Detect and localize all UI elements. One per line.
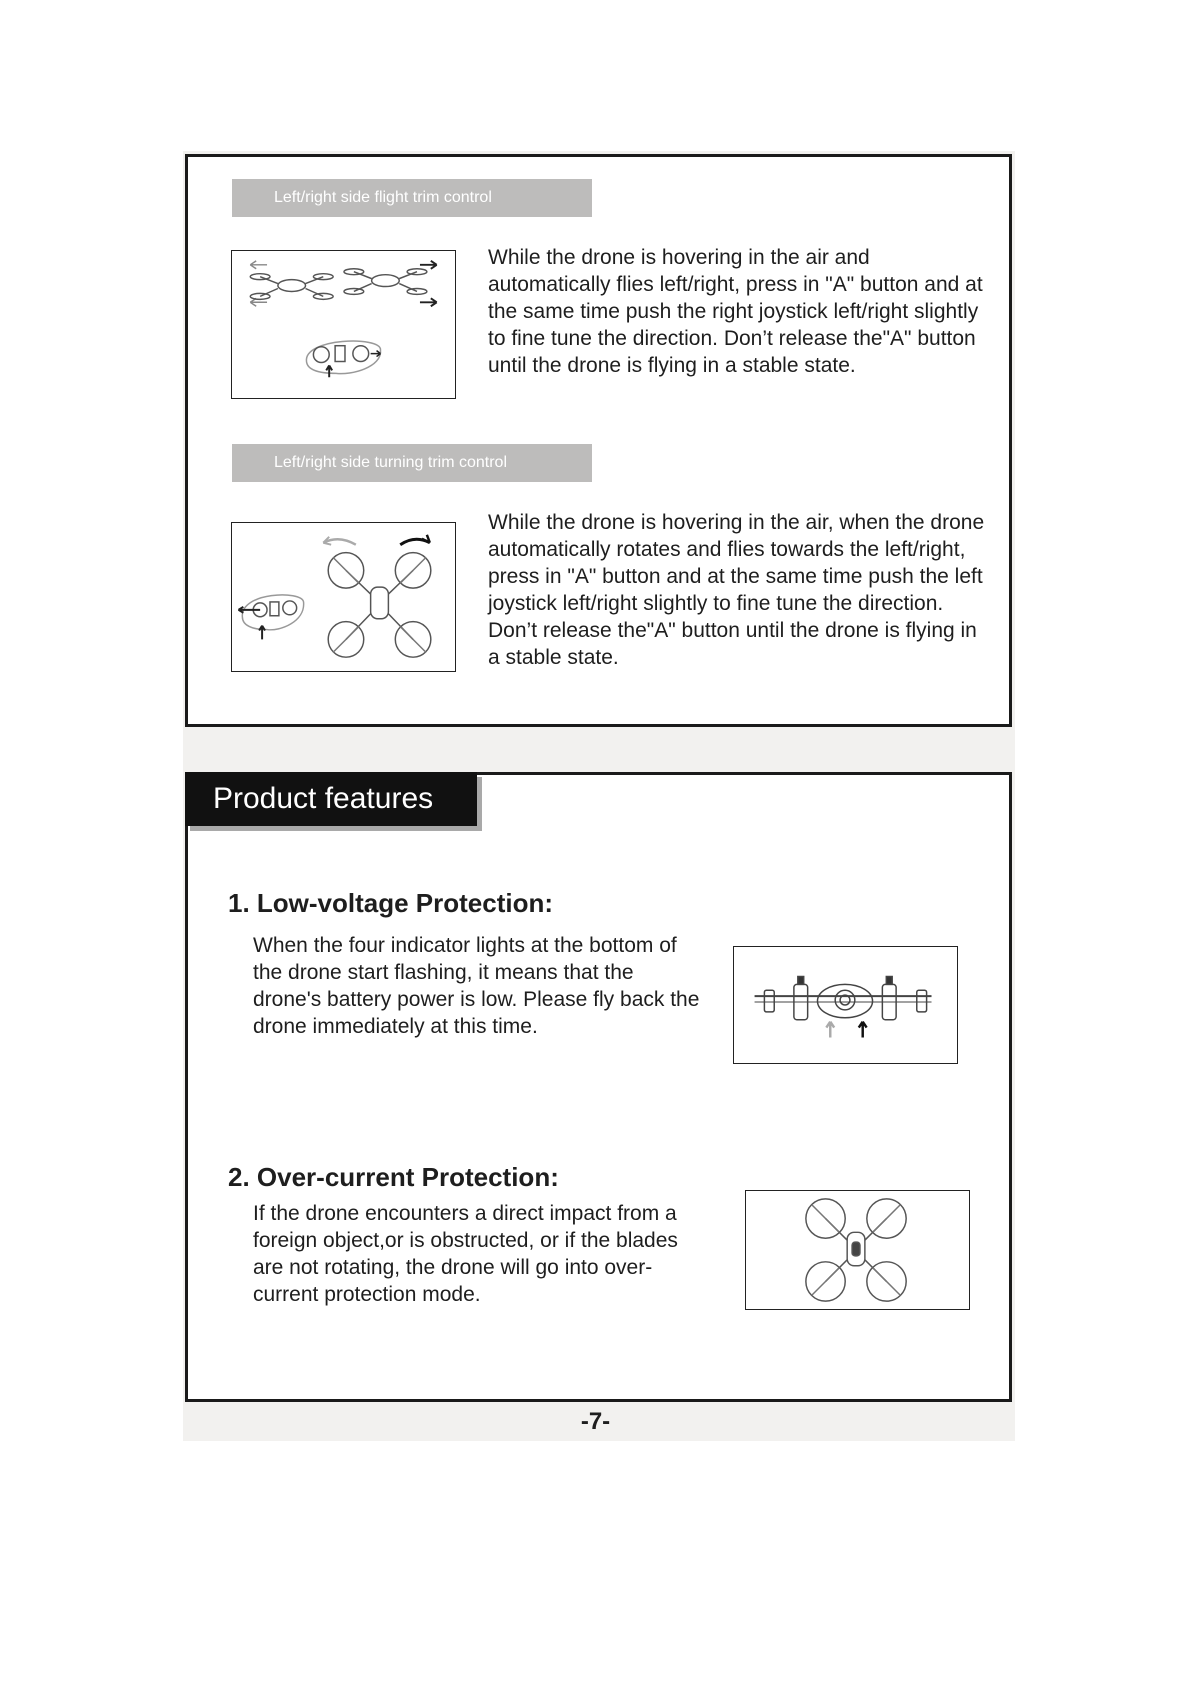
flight-trim-text: While the drone is hovering in the air and automatically flies left/right, press in "A" button and at the same time push the right joystick left/right slightly to fine tune the direction. Don’t release the"A" button until the drone is flying in a stable state. xyxy=(488,246,983,377)
flight-trim-figure xyxy=(231,250,456,399)
low-voltage-text: When the four indicator lights at the bottom of the drone start flashing, it means that the drone's battery power is low. Please fly back the drone immediately at this time. xyxy=(253,934,700,1038)
turning-trim-label: Left/right side turning trim control xyxy=(232,444,592,482)
drone-top-view-icon xyxy=(746,1191,969,1309)
drone-sideways-drift-icon xyxy=(232,251,455,398)
product-features-title: Product features xyxy=(185,772,477,826)
drone-rotation-icon xyxy=(232,523,455,671)
over-current-heading: 2. Over-current Protection: xyxy=(228,1162,559,1192)
low-voltage-figure xyxy=(733,946,958,1064)
page-number: -7- xyxy=(580,1408,611,1435)
low-voltage-heading: 1. Low-voltage Protection: xyxy=(228,888,554,918)
over-current-figure xyxy=(745,1190,970,1310)
turning-trim-figure xyxy=(231,522,456,672)
drone-indicator-lights-icon xyxy=(734,947,957,1063)
turning-trim-text: While the drone is hovering in the air, when the drone automatically rotates and flies towards the left/right, press in "A" button and at the same time push the left joystick left/right slightly to fine tune the direction. Don’t release the"A" button until the drone is flying in a stable state. xyxy=(488,511,985,669)
flight-trim-label: Left/right side flight trim control xyxy=(232,179,592,217)
over-current-text: If the drone encounters a direct impact from a foreign object,or is obstructed, or if the blades are not rotating, the drone will go into over-current protection mode. xyxy=(253,1202,678,1306)
